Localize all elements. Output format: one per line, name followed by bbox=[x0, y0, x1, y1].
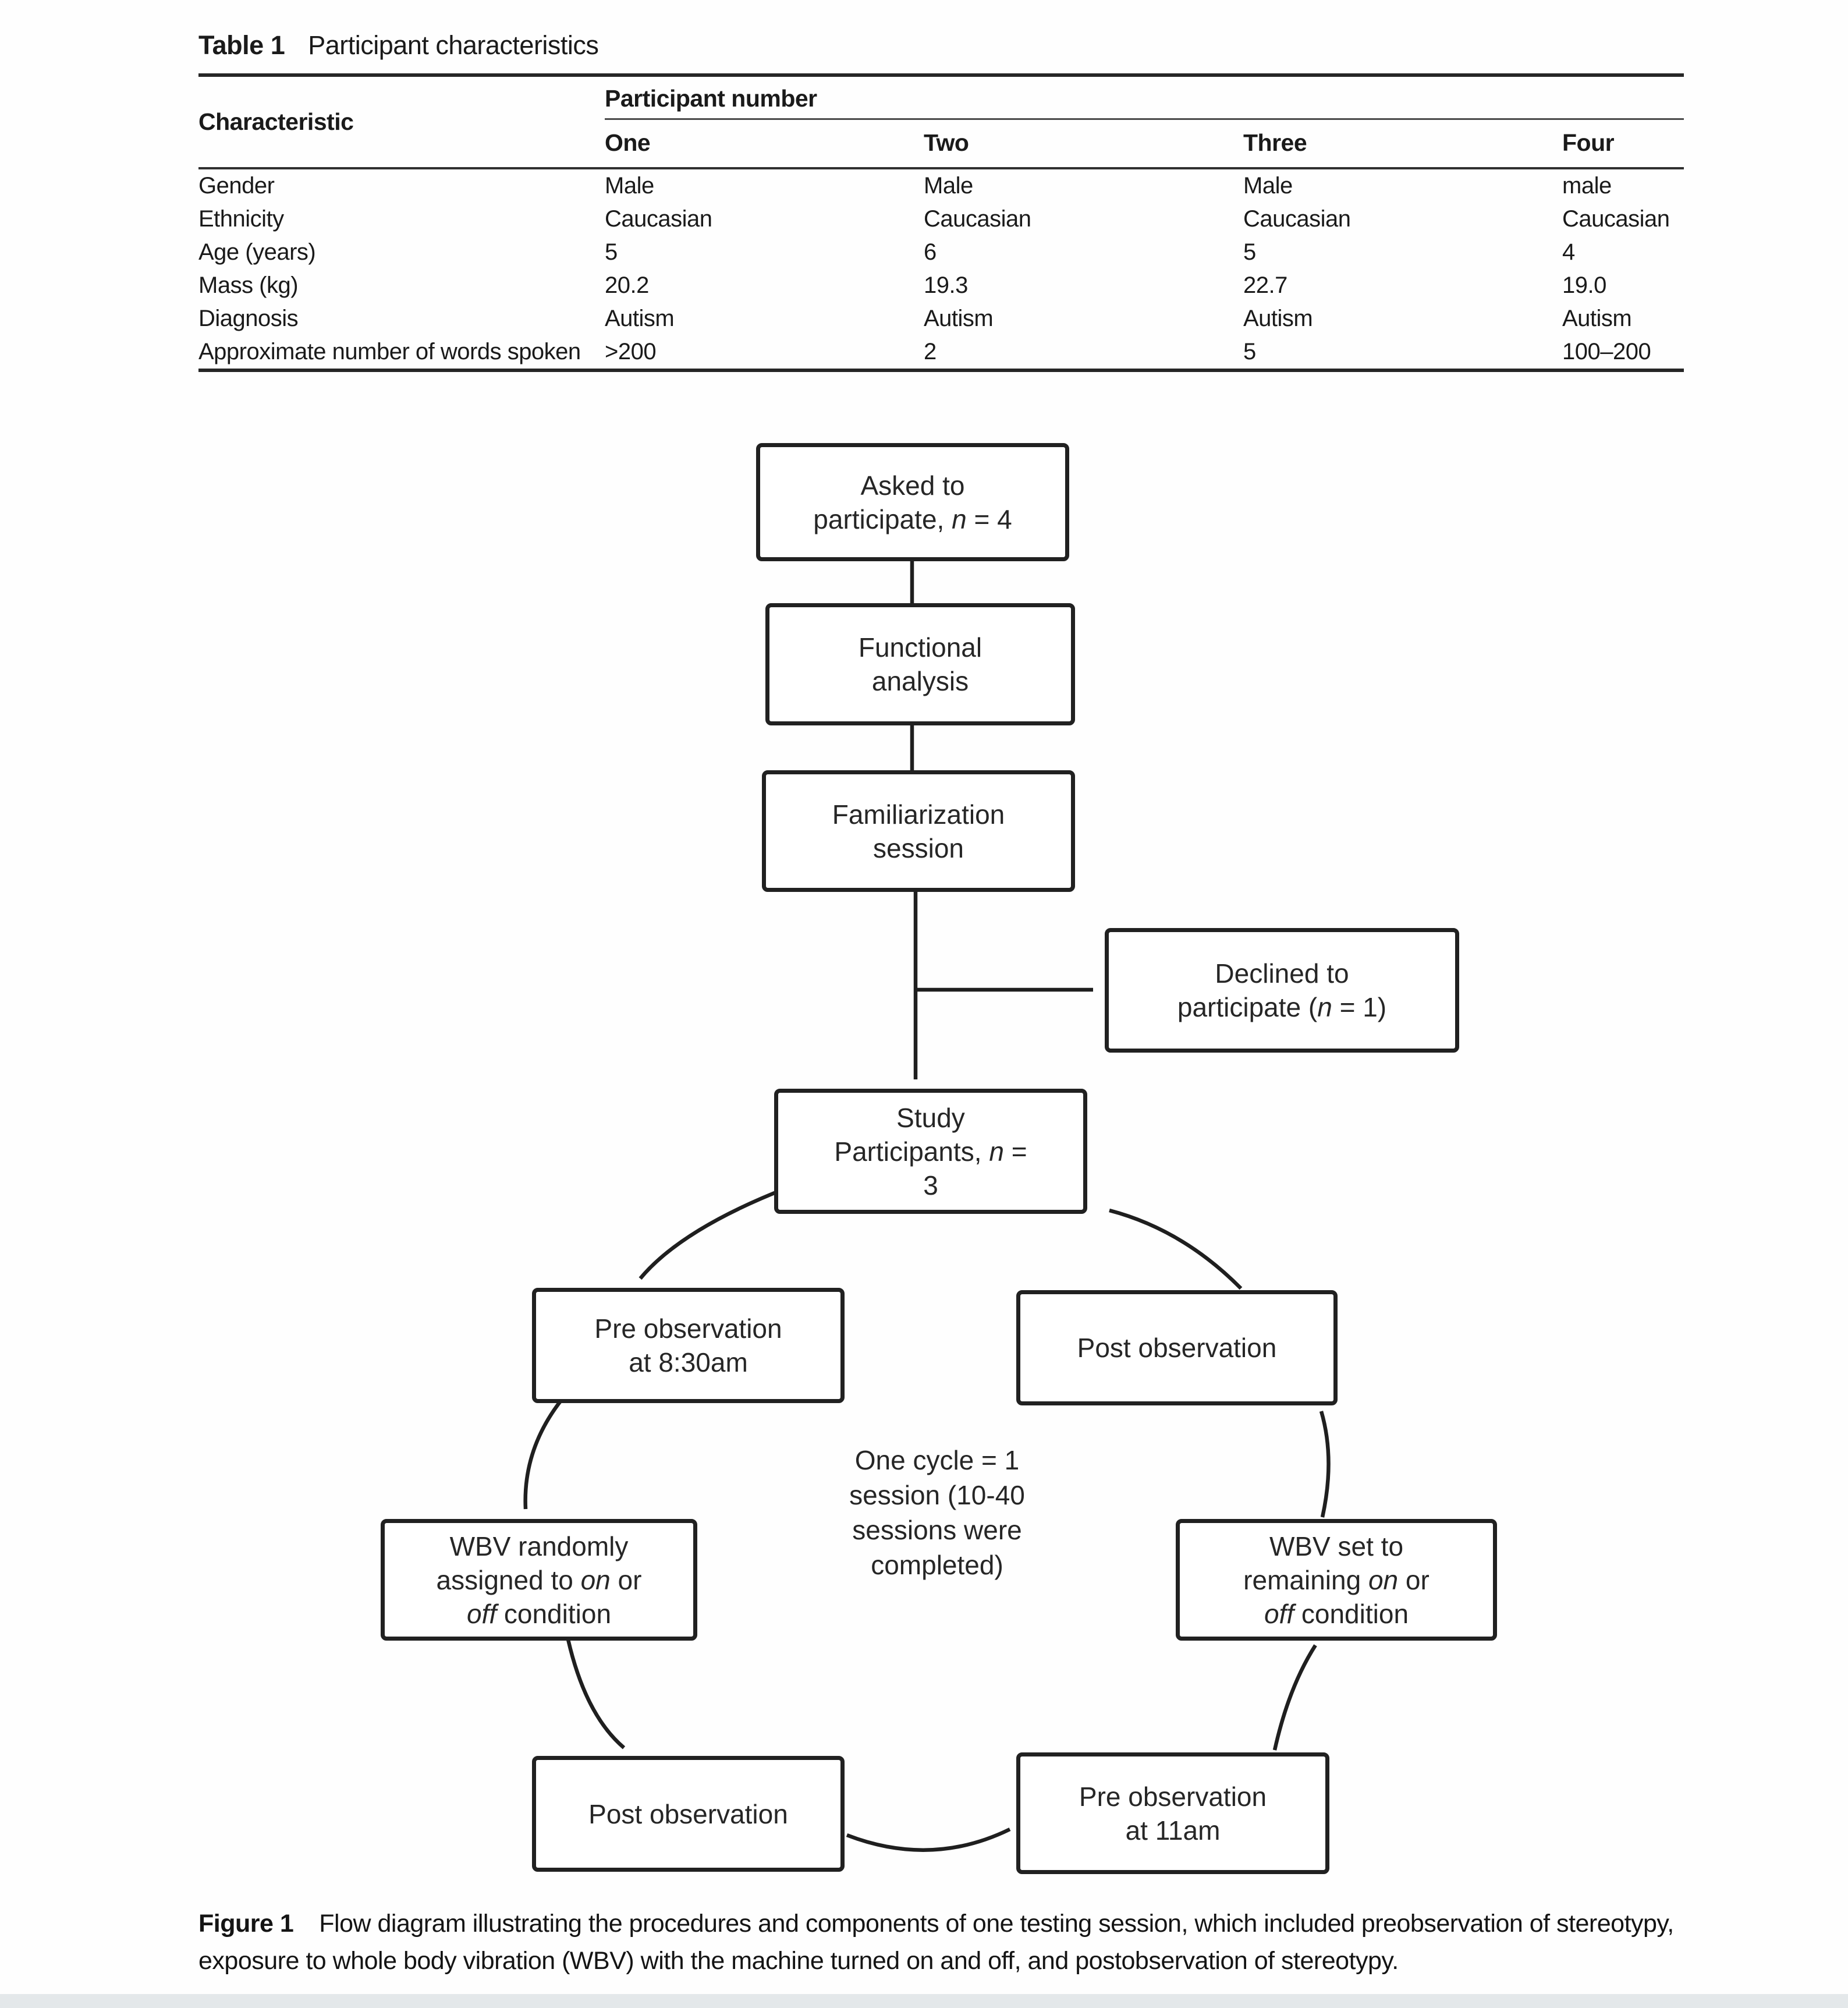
table-cell: Autism bbox=[1562, 306, 1632, 331]
table-cell: Male bbox=[1243, 173, 1293, 199]
table-cell: 4 bbox=[1562, 239, 1575, 265]
flow-box-wbv-set-to-remaining: WBV set to remaining on or off condition bbox=[1176, 1519, 1497, 1641]
column-group-header-participant-number: Participant number bbox=[605, 77, 1684, 120]
table-cell: male bbox=[1562, 173, 1612, 199]
table-cell: Autism bbox=[1243, 306, 1313, 331]
flow-box-pre-observation-830: Pre observation at 8:30am bbox=[532, 1288, 845, 1403]
arrow-post-bottom-to-pre11 bbox=[847, 1829, 1010, 1850]
table-cell: 5 bbox=[605, 239, 618, 265]
flow-box-asked-to-participate: Asked to participate, n = 4 bbox=[756, 443, 1069, 561]
table-cell: Caucasian bbox=[1562, 206, 1670, 232]
table-cell: Caucasian bbox=[1243, 206, 1351, 232]
arrow-wbv-set-to-post-top bbox=[1321, 1411, 1329, 1517]
flow-box-functional-analysis: Functional analysis bbox=[765, 603, 1075, 725]
column-header-two: Two bbox=[924, 129, 969, 156]
caption-line2: exposure to whole body vibration (WBV) with the machine turned on and off, and postobservation of stereotypy. bbox=[198, 1947, 1399, 1975]
column-header-one: One bbox=[605, 129, 651, 156]
flow-box-familiarization-session: Familiarization session bbox=[762, 770, 1075, 892]
figure-number-label: Figure 1 bbox=[198, 1910, 294, 1938]
table-cell: 2 bbox=[924, 339, 937, 364]
column-header-three: Three bbox=[1243, 129, 1307, 156]
table-cell: Male bbox=[605, 173, 654, 199]
row-label: Mass (kg) bbox=[198, 272, 299, 298]
row-label: Age (years) bbox=[198, 239, 316, 265]
flow-box-wbv-randomly-assigned: WBV randomly assigned to on or off condition bbox=[381, 1519, 697, 1641]
table-cell: Autism bbox=[924, 306, 994, 331]
table-cell: Caucasian bbox=[605, 206, 712, 232]
arrow-study-to-pre830 bbox=[640, 1189, 785, 1279]
row-label: Ethnicity bbox=[198, 206, 284, 232]
table-cell: 19.3 bbox=[924, 272, 968, 298]
row-label: Approximate number of words spoken bbox=[198, 339, 581, 364]
arrow-pre830-to-wbv-random bbox=[526, 1402, 560, 1509]
arrow-post-top-to-study bbox=[1109, 1210, 1241, 1288]
table-title-text: Participant characteristics bbox=[308, 30, 599, 60]
table-cell: Caucasian bbox=[924, 206, 1031, 232]
cycle-note: One cycle = 1 session (10-40 sessions were completed) bbox=[849, 1445, 1025, 1580]
table-cell: Autism bbox=[605, 306, 675, 331]
table-cell: 100–200 bbox=[1562, 339, 1651, 364]
row-label: Diagnosis bbox=[198, 306, 299, 331]
table-number-label: Table 1 bbox=[198, 30, 285, 60]
table-cell: 5 bbox=[1243, 239, 1256, 265]
table-cell: >200 bbox=[605, 339, 657, 364]
flow-box-study-participants: Study Participants, n = 3 bbox=[774, 1089, 1087, 1214]
flow-box-pre-observation-11am: Pre observation at 11am bbox=[1016, 1752, 1329, 1874]
column-header-four: Four bbox=[1562, 129, 1615, 156]
flow-box-post-observation-bottom: Post observation bbox=[532, 1756, 845, 1872]
column-header-characteristic: Characteristic bbox=[198, 108, 354, 135]
arrow-pre11-to-wbv-set bbox=[1275, 1645, 1315, 1750]
row-label: Gender bbox=[198, 173, 275, 199]
table-cell: 20.2 bbox=[605, 272, 649, 298]
flow-box-post-observation-top: Post observation bbox=[1016, 1290, 1338, 1405]
flow-box-declined-to-participate: Declined to participate (n = 1) bbox=[1105, 928, 1459, 1053]
table-cell: 19.0 bbox=[1562, 272, 1606, 298]
caption-line1: Flow diagram illustrating the procedures and components of one testing session, which included preobservation of stereotypy, bbox=[319, 1910, 1674, 1938]
table-cell: 22.7 bbox=[1243, 272, 1287, 298]
arrow-wbv-random-to-post-bottom bbox=[568, 1639, 624, 1748]
table-cell: Male bbox=[924, 173, 973, 199]
table-cell: 5 bbox=[1243, 339, 1256, 364]
table-cell: 6 bbox=[924, 239, 937, 265]
